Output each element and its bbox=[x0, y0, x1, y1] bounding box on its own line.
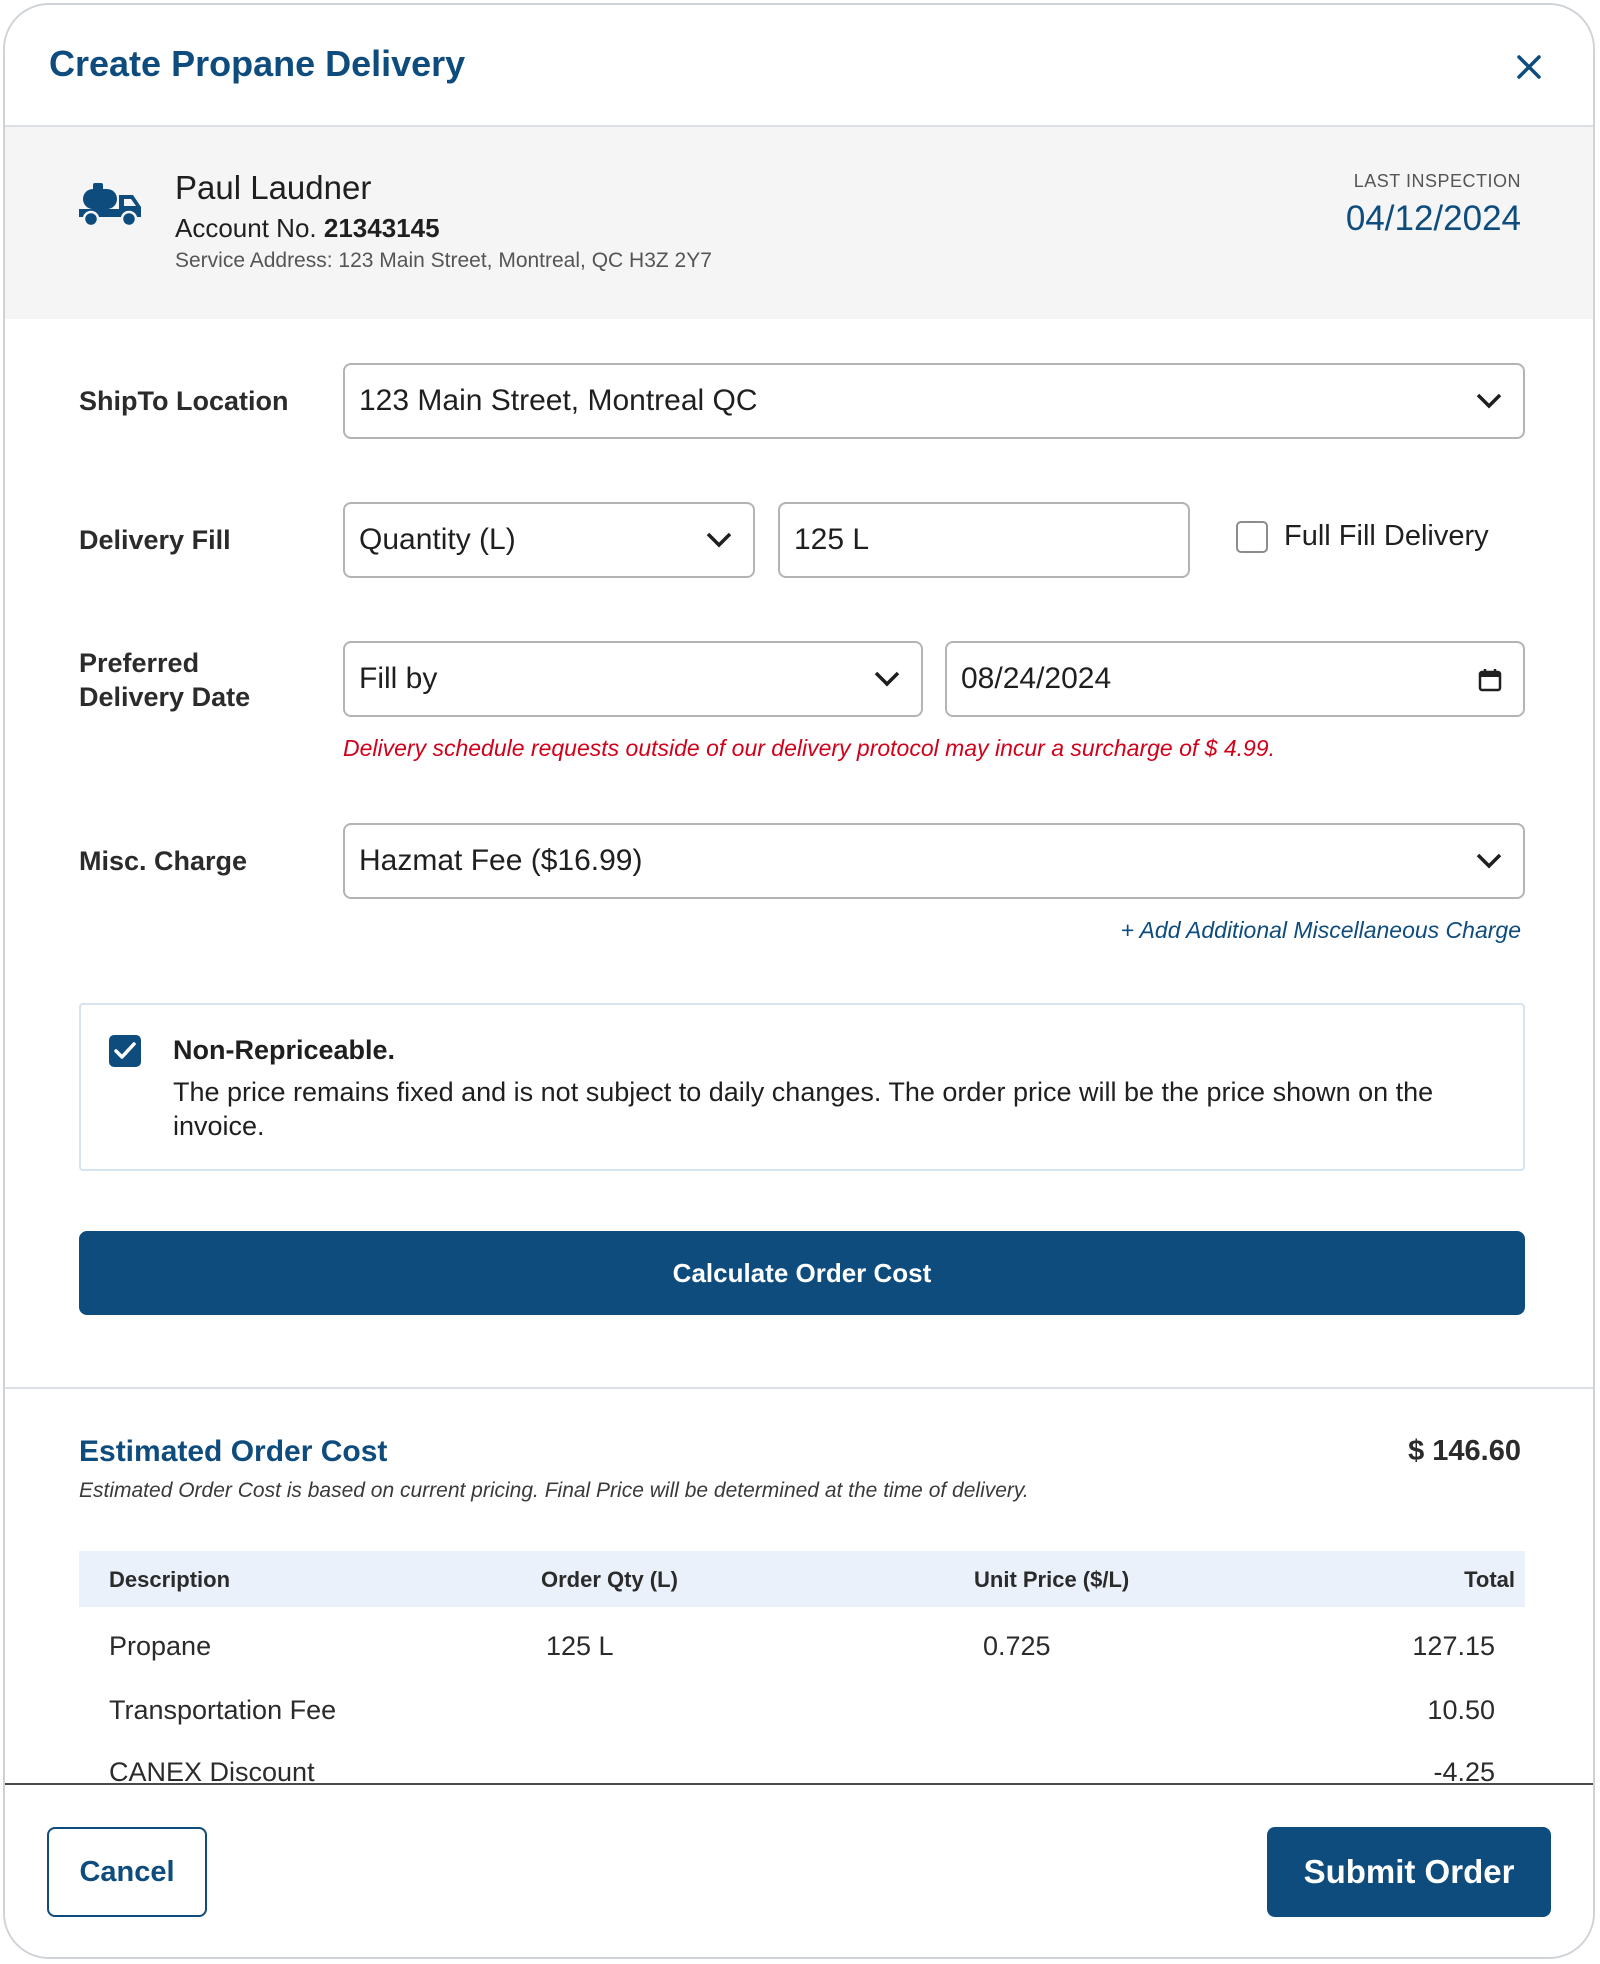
column-header: Order Qty (L) bbox=[541, 1567, 678, 1592]
submit-order-button[interactable]: Submit Order bbox=[1267, 1827, 1551, 1917]
shipto-label: ShipTo Location bbox=[79, 386, 289, 416]
misc-charge-select[interactable]: Hazmat Fee ($16.99) bbox=[343, 823, 1525, 899]
chevron-down-icon bbox=[1475, 851, 1503, 871]
quantity-input[interactable]: 125 L bbox=[778, 502, 1190, 578]
calendar-icon[interactable] bbox=[1477, 667, 1503, 693]
table-row: Transportation Fee 10.50 bbox=[109, 1695, 1495, 1725]
create-delivery-modal bbox=[3, 3, 1595, 1959]
estimate-total: $ 146.60 bbox=[1408, 1435, 1521, 1467]
customer-panel bbox=[5, 127, 1593, 319]
last-inspection-label: LAST INSPECTION bbox=[1353, 171, 1521, 191]
service-address: Service Address: 123 Main Street, Montreal, QC H3Z 2Y7 bbox=[175, 249, 712, 272]
estimate-title: Estimated Order Cost bbox=[79, 1435, 388, 1468]
non-repriceable-title: Non-Repriceable. bbox=[173, 1035, 396, 1065]
modal-footer bbox=[5, 1783, 1593, 1959]
add-misc-charge-link[interactable]: + Add Additional Miscellaneous Charge bbox=[1120, 917, 1521, 943]
non-repriceable-checkbox[interactable] bbox=[109, 1035, 141, 1067]
full-fill-label: Full Fill Delivery bbox=[1284, 520, 1489, 552]
modal-title: Create Propane Delivery bbox=[49, 43, 466, 84]
account-number: Account No. 21343145 bbox=[175, 213, 440, 243]
calculate-order-cost-button[interactable]: Calculate Order Cost bbox=[79, 1231, 1525, 1315]
close-icon[interactable] bbox=[1509, 47, 1549, 87]
column-header: Description bbox=[109, 1567, 231, 1592]
customer-name: Paul Laudner bbox=[175, 169, 372, 206]
cost-table-header bbox=[79, 1551, 1525, 1607]
surcharge-warning: Delivery schedule requests outside of our delivery protocol may incur a surcharge of $ 4.99. bbox=[343, 735, 1275, 761]
non-repriceable-box bbox=[79, 1003, 1525, 1171]
cancel-button[interactable]: Cancel bbox=[47, 1827, 207, 1917]
fill-type-select[interactable]: Quantity (L) bbox=[343, 502, 755, 578]
estimate-section bbox=[5, 1385, 1593, 1783]
modal-header bbox=[5, 5, 1593, 127]
chevron-down-icon bbox=[705, 530, 733, 550]
table-row: Propane 125 L 0.725 127.15 bbox=[109, 1631, 1495, 1661]
check-icon bbox=[109, 1035, 141, 1067]
preferred-date-label: Preferred Delivery Date bbox=[79, 648, 251, 712]
fill-by-select[interactable]: Fill by bbox=[343, 641, 923, 717]
date-input[interactable]: 08/24/2024 bbox=[945, 641, 1525, 717]
delivery-fill-label: Delivery Fill bbox=[79, 525, 231, 555]
misc-charge-label: Misc. Charge bbox=[79, 846, 248, 876]
chevron-down-icon bbox=[873, 669, 901, 689]
table-row: CANEX Discount -4.25 bbox=[109, 1757, 1495, 1783]
estimate-note: Estimated Order Cost is based on current pricing. Final Price will be determined at the time of delivery. bbox=[79, 1479, 1029, 1502]
last-inspection-date: 04/12/2024 bbox=[1345, 199, 1521, 238]
truck-icon bbox=[79, 179, 143, 229]
column-header: Total bbox=[1464, 1567, 1515, 1592]
full-fill-checkbox[interactable] bbox=[1236, 521, 1268, 553]
non-repriceable-text: The price remains fixed and is not subject to daily changes. The order price will be the price shown on the invoice. bbox=[173, 1077, 1434, 1141]
chevron-down-icon bbox=[1475, 391, 1503, 411]
column-header: Unit Price ($/L) bbox=[974, 1567, 1130, 1592]
shipto-select[interactable]: 123 Main Street, Montreal QC bbox=[343, 363, 1525, 439]
